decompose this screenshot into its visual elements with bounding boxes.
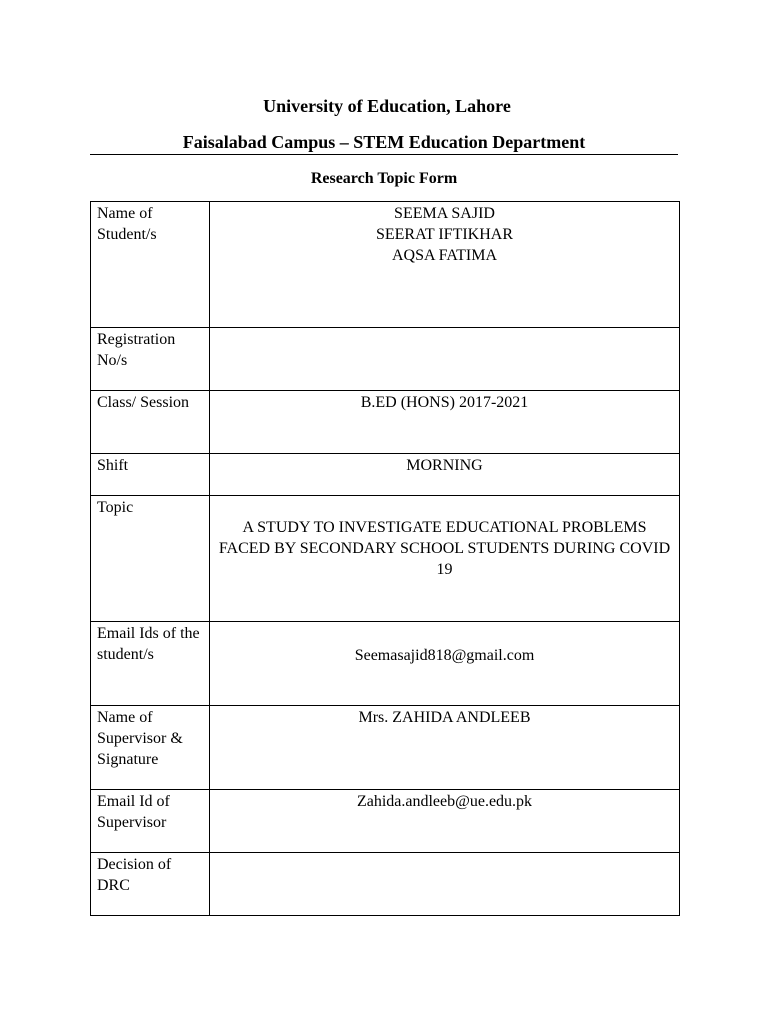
- row-supervisor: [91, 706, 680, 790]
- topic-value-cell: [210, 496, 680, 622]
- campus-department-title: Faisalabad Campus – STEM Education Department: [182, 132, 586, 152]
- supervisor-email-label: Email Id of Supervisor: [91, 790, 210, 853]
- form-title: Research Topic Form: [310, 170, 458, 187]
- university-title: University of Education, Lahore: [263, 96, 511, 116]
- row-shift: [91, 454, 680, 496]
- class-session-label: Class/ Session: [91, 391, 210, 454]
- supervisor-value: Mrs. ZAHIDA ANDLEEB: [210, 706, 680, 790]
- supervisor-label: Name of Supervisor & Signature: [91, 706, 210, 790]
- students-value: [210, 202, 680, 328]
- student-emails-value-cell: [210, 622, 680, 706]
- supervisor-email-value: Zahida.andleeb@ue.edu.pk: [210, 790, 680, 853]
- student-name-2: SEERAT IFTIKHAR: [375, 226, 514, 243]
- row-registration: [91, 328, 680, 391]
- registration-value: [210, 328, 680, 391]
- registration-label: Registration No/s: [91, 328, 210, 391]
- topic-label: Topic: [91, 496, 210, 622]
- student-emails-label: Email Ids of the student/s: [91, 622, 210, 706]
- student-name-1: SEEMA SAJID: [394, 205, 495, 222]
- row-students: [91, 202, 680, 328]
- topic-value: A STUDY TO INVESTIGATE EDUCATIONAL PROBLEMS FACED BY SECONDARY SCHOOL STUDENTS DURING COVID 19: [218, 519, 671, 578]
- drc-decision-label: Decision of DRC: [91, 853, 210, 916]
- shift-label: Shift: [91, 454, 210, 496]
- row-class-session: [91, 391, 680, 454]
- row-student-emails: [91, 622, 680, 706]
- student-emails-value: Seemasajid818@gmail.com: [354, 647, 535, 664]
- row-supervisor-email: [91, 790, 680, 853]
- student-name-3: AQSA FATIMA: [391, 247, 498, 264]
- class-session-value: B.ED (HONS) 2017-2021: [210, 391, 680, 454]
- header-divider: [90, 154, 678, 155]
- row-drc-decision: [91, 853, 680, 916]
- students-label: Name of Student/s: [91, 202, 210, 328]
- research-topic-form-table: [90, 201, 680, 916]
- shift-value: MORNING: [210, 454, 680, 496]
- row-topic: [91, 496, 680, 622]
- drc-decision-value: [210, 853, 680, 916]
